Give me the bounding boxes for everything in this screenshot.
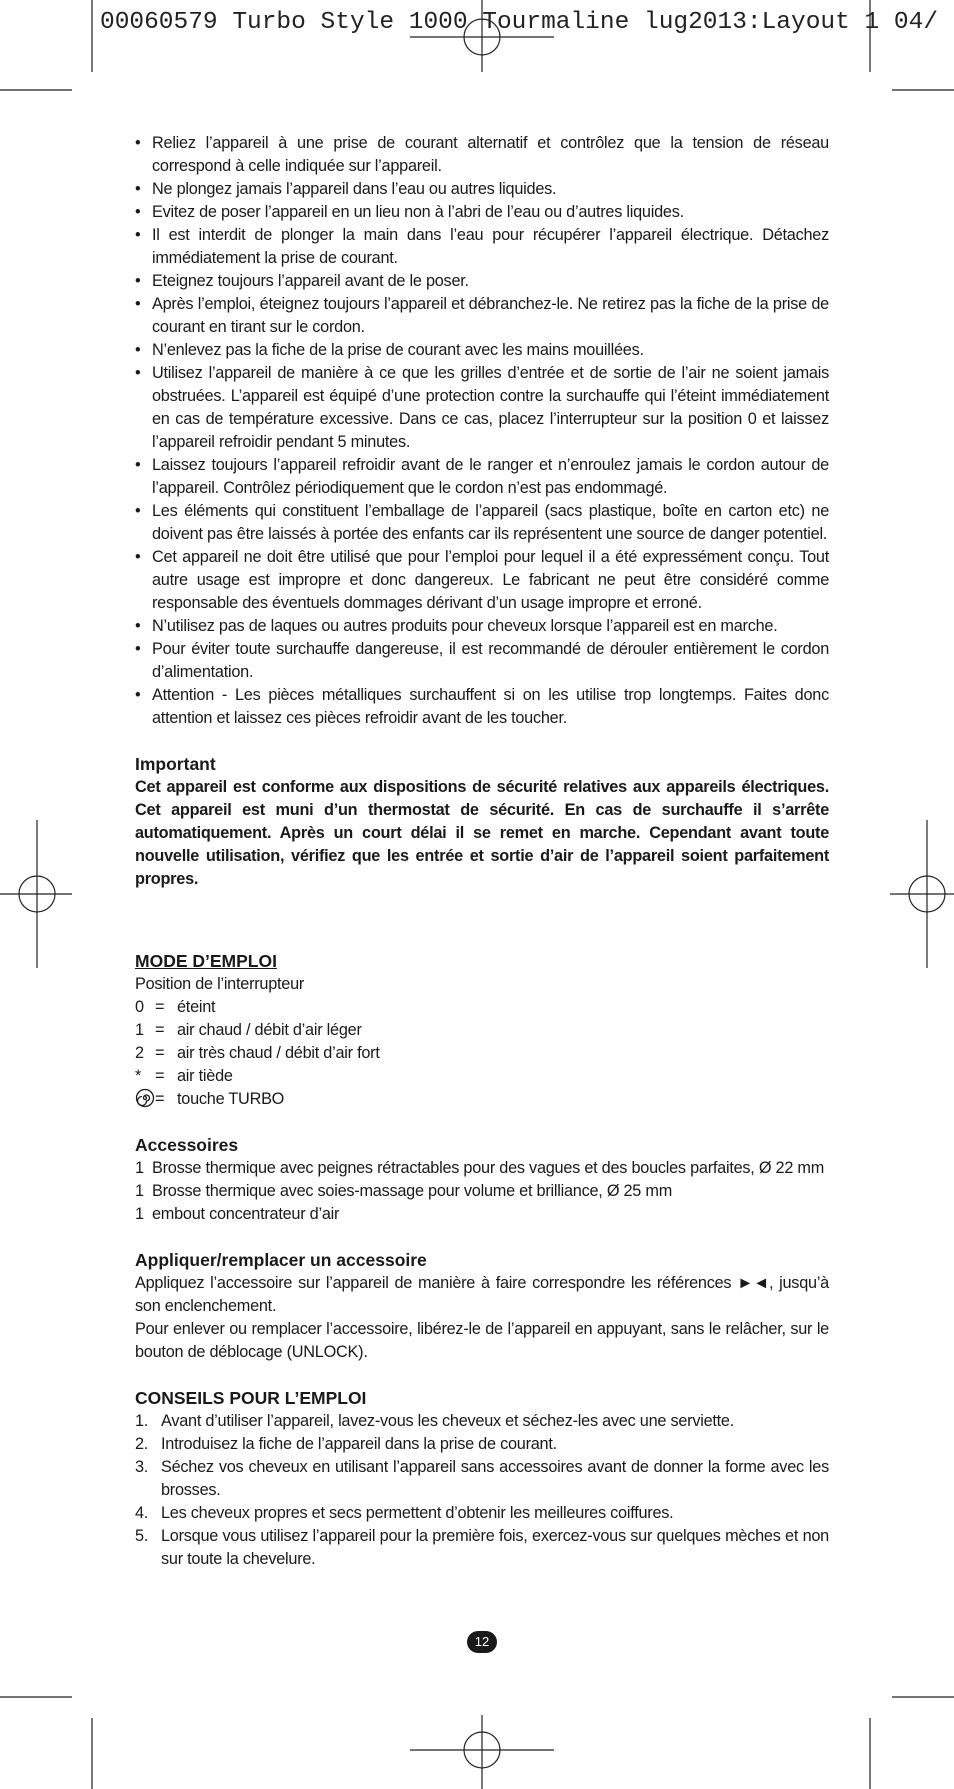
switch-eq: = xyxy=(155,998,165,1016)
switch-eq: = xyxy=(155,1090,165,1108)
bullet-item: • Utilisez l’appareil de manière à ce que les grilles d’entrée et de sortie de l’air ne soient jamais obstruées. L’appareil est équipé d’une protection contre la surchauffe qui l’éteint immédiatement en cas de température excessive. Dans ce cas, placez l’interrupteur sur la position 0 et laissez l’appareil refroidir pendant 5 minutes. xyxy=(135,362,829,454)
list-item xyxy=(135,1456,829,1502)
bullet-item: • Les éléments qui constituent l’emballage de l’appareil (sacs plastique, boîte en carton etc) ne doivent pas être laissés à portée des enfants car ils représentent une source de danger potentiel. xyxy=(135,500,829,546)
list-number: 4. xyxy=(135,1504,149,1522)
accessory-text: Brosse thermique avec soies-massage pour volume et brilliance, Ø 25 mm xyxy=(152,1182,673,1200)
switch-label: air tiède xyxy=(177,1067,233,1085)
bullet-item: • N’utilisez pas de laques ou autres produits pour cheveux lorsque l’appareil est en marche. xyxy=(135,615,829,638)
bullet-item: • Attention - Les pièces métalliques surchauffent si on les utilise trop longtemps. Faites donc attention et laissez ces pièces refroidir avant de les toucher. xyxy=(135,684,829,730)
list-number: 2. xyxy=(135,1435,149,1453)
registration-mark-left xyxy=(0,820,72,968)
turbo-spiral-icon xyxy=(135,1088,155,1108)
list-item xyxy=(135,1203,829,1226)
switch-eq: = xyxy=(155,1067,165,1085)
list-text: Avant d’utiliser l’appareil, lavez-vous les cheveux et séchez-les avec une serviette. xyxy=(161,1412,735,1430)
bullet-item: • Il est interdit de plonger la main dans l’eau pour récupérer l’appareil électrique. Détachez immédiatement la prise de courant. xyxy=(135,224,829,270)
switch-eq: = xyxy=(155,1044,165,1062)
conseils-list xyxy=(135,1410,829,1571)
bullet-item: • Après l’emploi, éteignez toujours l’appareil et débranchez-le. Ne retirez pas la fiche de la prise de courant en tirant sur le cordon. xyxy=(135,293,829,339)
bullet-item: • N’enlevez pas la fiche de la prise de courant avec les mains mouillées. xyxy=(135,339,829,362)
list-item xyxy=(135,1180,829,1203)
bullet-item: • Evitez de poser l’appareil en un lieu non à l’abri de l’eau ou d’autres liquides. xyxy=(135,201,829,224)
switch-turbo-row xyxy=(135,1088,829,1111)
switch-intro: Position de l’interrupteur xyxy=(135,975,305,993)
page-content xyxy=(135,132,829,1571)
list-item xyxy=(135,1410,829,1433)
list-number: 5. xyxy=(135,1527,149,1545)
switch-position-row xyxy=(135,996,829,1019)
bullet-item: • Laissez toujours l’appareil refroidir avant de le ranger et n’enroulez jamais le cordon autour de l’appareil. Contrôlez périodiquement que le cordon n’est pas endommagé. xyxy=(135,454,829,500)
bullet-item: • Cet appareil ne doit être utilisé que pour l’emploi pour lequel il a été expressément conçu. Tout autre usage est impropre et donc dangereux. Le fabricant ne peut être considéré comme responsable des éventuels dommages dérivant d’un usage impropre et erroné. xyxy=(135,546,829,615)
switch-position-row xyxy=(135,1042,829,1065)
list-item xyxy=(135,1433,829,1456)
switch-eq: = xyxy=(155,1021,165,1039)
accessory-qty: 1 xyxy=(135,1159,144,1177)
list-text: Introduisez la fiche de l’appareil dans la prise de courant. xyxy=(161,1435,557,1453)
accessory-qty: 1 xyxy=(135,1205,144,1223)
switch-label: air chaud / débit d’air léger xyxy=(177,1021,362,1039)
list-item xyxy=(135,1502,829,1525)
switch-label: touche TURBO xyxy=(177,1090,285,1108)
accessoires-heading: Accessoires xyxy=(135,1135,239,1155)
appliquer-para-2: Pour enlever ou remplacer l’accessoire, libérez-le de l’appareil en appuyant, sans le relâcher, sur le bouton de déblocage (UNLOCK). xyxy=(135,1320,829,1361)
list-text: Lorsque vous utilisez l’appareil pour la première fois, exercez-vous sur quelques mèches et non sur toute la chevelure. xyxy=(161,1527,829,1568)
print-slug-line: 00060579 Turbo Style 1000 Tourmaline lug2013:Layout 1 04/ xyxy=(100,9,939,36)
switch-label: air très chaud / débit d’air fort xyxy=(177,1044,380,1062)
appliquer-heading: Appliquer/remplacer un accessoire xyxy=(135,1250,427,1270)
list-text: Les cheveux propres et secs permettent d’obtenir les meilleures coiffures. xyxy=(161,1504,674,1522)
switch-key: 0 xyxy=(135,998,144,1016)
page-number: 12 xyxy=(467,1631,497,1653)
switch-key: 1 xyxy=(135,1021,144,1039)
mode-emploi-heading: MODE D’EMPLOI xyxy=(135,951,277,971)
accessory-text: Brosse thermique avec peignes rétractables pour des vagues et des boucles parfaites, Ø 22 mm xyxy=(152,1159,825,1177)
switch-key: * xyxy=(135,1067,142,1085)
switch-position-row xyxy=(135,1065,829,1088)
switch-label: éteint xyxy=(177,998,216,1016)
registration-mark-right xyxy=(890,820,954,968)
list-item xyxy=(135,1525,829,1571)
accessory-text: embout concentrateur d’air xyxy=(152,1205,340,1223)
important-text: Cet appareil est conforme aux dispositions de sécurité relatives aux appareils électriques. Cet appareil est muni d’un thermostat de sécurité. En cas de surchauffe il s’arrête automatiquement. Après un court délai il se remet en marche. Cependant avant toute nouvelle utilisation, vérifiez que les entrée et sortie d’air de l’appareil soient parfaitement propres. xyxy=(135,778,829,888)
list-number: 3. xyxy=(135,1458,149,1476)
conseils-heading: CONSEILS POUR L’EMPLOI xyxy=(135,1388,367,1408)
bullet-item: • Eteignez toujours l’appareil avant de le poser. xyxy=(135,270,829,293)
switch-key: 2 xyxy=(135,1044,144,1062)
accessory-qty: 1 xyxy=(135,1182,144,1200)
bullet-item: • Reliez l’appareil à une prise de courant alternatif et contrôlez que la tension de réseau correspond à celle indiquée sur l’appareil. xyxy=(135,132,829,178)
bullet-item: • Ne plongez jamais l’appareil dans l’eau ou autres liquides. xyxy=(135,178,829,201)
switch-position-list xyxy=(135,996,829,1111)
list-text: Séchez vos cheveux en utilisant l’appareil sans accessoires avant de donner la forme avec les brosses. xyxy=(161,1458,829,1499)
registration-mark-top xyxy=(410,0,554,72)
list-number: 1. xyxy=(135,1412,149,1430)
list-item xyxy=(135,1157,829,1180)
bullet-item: • Pour éviter toute surchauffe dangereuse, il est recommandé de dérouler entièrement le cordon d’alimentation. xyxy=(135,638,829,684)
appliquer-para-1: Appliquez l’accessoire sur l’appareil de manière à faire correspondre les références ►◄, jusqu’à son enclenchement. xyxy=(135,1274,829,1315)
registration-mark-bottom xyxy=(410,1715,554,1789)
important-heading: Important xyxy=(135,754,216,774)
switch-position-row xyxy=(135,1019,829,1042)
accessoires-list xyxy=(135,1157,829,1226)
safety-bullet-list xyxy=(135,132,829,730)
